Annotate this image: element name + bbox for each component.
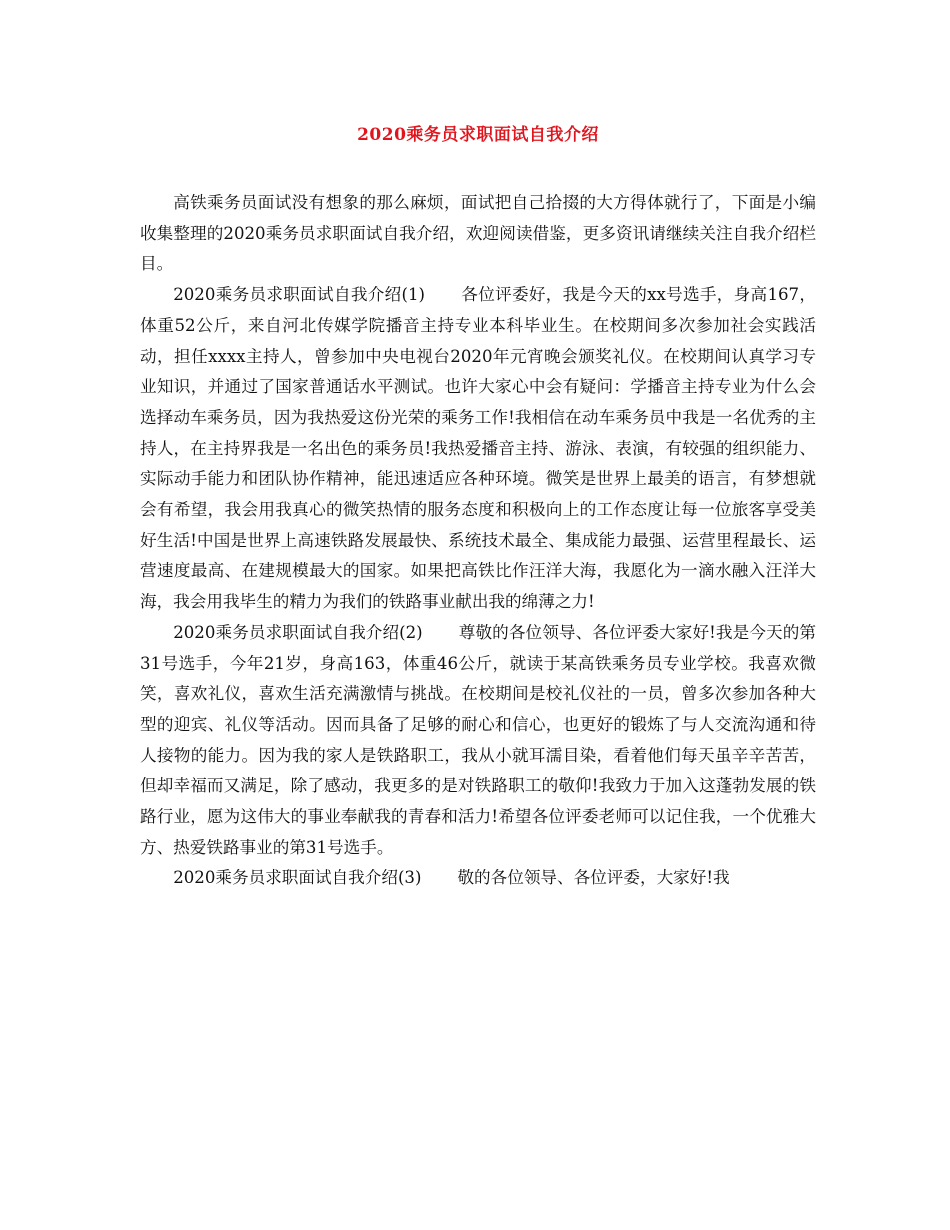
section-paragraph-3: [140, 863, 816, 894]
document-body: [140, 188, 816, 894]
section-paragraph-1: [140, 280, 816, 618]
section-heading: 2020乘务员求职面试自我介绍(3): [173, 868, 422, 888]
section-heading: 2020乘务员求职面试自我介绍(2): [173, 622, 423, 642]
section-heading: 2020乘务员求职面试自我介绍(1): [173, 285, 426, 305]
section-text: 敬的各位领导、各位评委，大家好!我: [457, 868, 730, 888]
intro-paragraph: 高铁乘务员面试没有想象的那么麻烦，面试把自己拾掇的大方得体就行了，下面是小编收集整理的2020乘务员求职面试自我介绍，欢迎阅读借鉴，更多资讯请继续关注自我介绍栏目。: [140, 193, 816, 274]
section-text: 各位评委好，我是今天的xx号选手，身高167，体重52公斤，来自河北传媒学院播音主持专业本科毕业生。在校期间多次参加社会实践活动，担任xxxx主持人，曾参加中央电视台2020年元宵晚会颁奖礼仪。在校期间认真学习专业知识，并通过了国家普通话水平测试。也许大家心中会有疑问：学播音主持专业为什么会选择动车乘务员，因为我热爱这份光荣的乘务工作!我相信在动车乘务员中我是一名优秀的主持人，在主持界我是一名出色的乘务员!我热爱播音主持、游泳、表演，有较强的组织能力、实际动手能力和团队协作精神，能迅速适应各种环境。微笑是世界上最美的语言，有梦想就会有希望，我会用我真心的微笑热情的服务态度和积极向上的工作态度让每一位旅客享受美好生活!中国是世界上高速铁路发展最快、系统技术最全、集成能力最强、运营里程最长、运营速度最高、在建规模最大的国家。如果把高铁比作汪洋大海，我愿化为一滴水融入汪洋大海，我会用我毕生的精力为我们的铁路事业献出我的绵薄之力!: [140, 285, 817, 612]
section-paragraph-2: [140, 618, 816, 864]
document-title: 2020乘务员求职面试自我介绍: [357, 125, 599, 145]
document-page: [140, 120, 816, 894]
section-text: 尊敬的各位领导、各位评委大家好!我是今天的第31号选手，今年21岁，身高163，体重46公斤，就读于某高铁乘务员专业学校。我喜欢微笑，喜欢礼仪，喜欢生活充满激情与挑战。在校期间是校礼仪社的一员，曾多次参加各种大型的迎宾、礼仪等活动。因而具备了足够的耐心和信心，也更好的锻炼了与人交流沟通和待人接物的能力。因为我的家人是铁路职工，我从小就耳濡目染，看着他们每天虽辛辛苦苦，但却幸福而又满足，除了感动，我更多的是对铁路职工的敬仰!我致力于加入这蓬勃发展的铁路行业，愿为这伟大的事业奉献我的青春和活力!希望各位评委老师可以记住我，一个优雅大方、热爱铁路事业的第31号选手。: [140, 622, 816, 857]
